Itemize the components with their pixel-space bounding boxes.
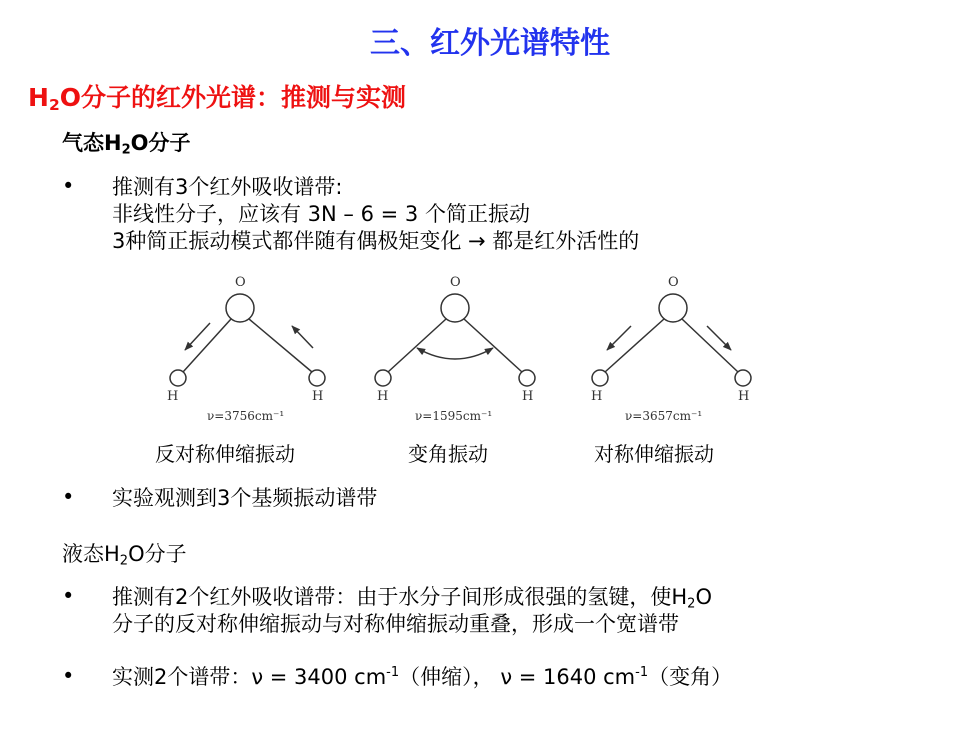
mode-2-frequency: ν=1595cm⁻¹ [415, 409, 493, 423]
subtitle-post: O分子的红外光谱：推测与实测 [59, 83, 406, 112]
bullet-dot: • [62, 664, 75, 688]
bullet-dot: • [62, 174, 75, 198]
liquid-bullet-1-line1-sub: 2 [687, 596, 696, 612]
liquid-bullet-1-line2: 分子的反对称伸缩振动与对称伸缩振动重叠，形成一个宽谱带 [112, 612, 679, 636]
subtitle-pre: H [28, 83, 49, 112]
bullet-dot: • [62, 584, 75, 608]
gas-heading [62, 127, 191, 157]
gas-bullet-1 [112, 174, 639, 255]
atom-h-label: H [377, 389, 389, 404]
atom-o-label: O [668, 275, 679, 290]
subtitle-sub: 2 [48, 95, 60, 114]
mode-symmetric-diagram [592, 294, 751, 386]
liquid-bullet-2-c: （变角） [648, 665, 733, 689]
gas-bullet-1-line3: 3种简正振动模式都伴随有偶极矩变化 → 都是红外活性的 [112, 229, 640, 253]
liquid-bullet-2 [112, 664, 732, 691]
atom-h-label: H [738, 389, 750, 404]
liquid-bullet-1-line1-post: O [695, 585, 712, 609]
atom-h-label: H [312, 389, 324, 404]
gas-heading-sub: 2 [121, 142, 131, 158]
vibration-modes-figure [145, 268, 785, 438]
liquid-bullet-1 [112, 584, 712, 638]
liquid-bullet-2-a-sup: -1 [386, 665, 400, 681]
atom-h-label: H [522, 389, 534, 404]
gas-bullet-1-line2: 非线性分子，应该有 3N – 6 = 3 个简正振动 [112, 202, 530, 226]
mode-3-label: 对称伸缩振动 [594, 442, 714, 466]
gas-heading-pre: 气态H [62, 131, 122, 155]
liquid-heading-sub: 2 [119, 553, 129, 569]
gas-heading-post: O分子 [130, 131, 191, 155]
bullet-dot: • [62, 485, 75, 509]
liquid-bullet-2-a: 实测2个谱带：ν = 3400 cm [112, 665, 387, 689]
liquid-bullet-1-line1 [112, 584, 712, 611]
liquid-heading [62, 538, 187, 568]
mode-1-label: 反对称伸缩振动 [155, 442, 295, 466]
mode-bending-diagram [375, 294, 535, 386]
liquid-bullet-2-b-sup: -1 [635, 665, 649, 681]
atom-o-label: O [235, 275, 246, 290]
liquid-heading-pre: 液态H [62, 542, 120, 566]
atom-o-label: O [450, 275, 461, 290]
section-subtitle [28, 78, 406, 114]
gas-bullet-1-line1: 推测有3个红外吸收谱带: [112, 175, 343, 199]
mode-antisymmetric-diagram [170, 294, 325, 386]
mode-1-frequency: ν=3756cm⁻¹ [207, 409, 285, 423]
atom-h-label: H [167, 389, 179, 404]
mode-3-frequency: ν=3657cm⁻¹ [625, 409, 703, 423]
gas-bullet-2: 实验观测到3个基频振动谱带 [112, 486, 378, 510]
liquid-heading-post: O分子 [128, 542, 187, 566]
atom-h-label: H [591, 389, 603, 404]
mode-2-label: 变角振动 [408, 442, 488, 466]
liquid-bullet-2-b: （伸缩）， ν = 1640 cm [399, 665, 636, 689]
slide-title: 三、红外光谱特性 [370, 26, 610, 61]
liquid-bullet-1-line1-pre: 推测有2个红外吸收谱带：由于水分子间形成很强的氢键，使H [112, 585, 688, 609]
